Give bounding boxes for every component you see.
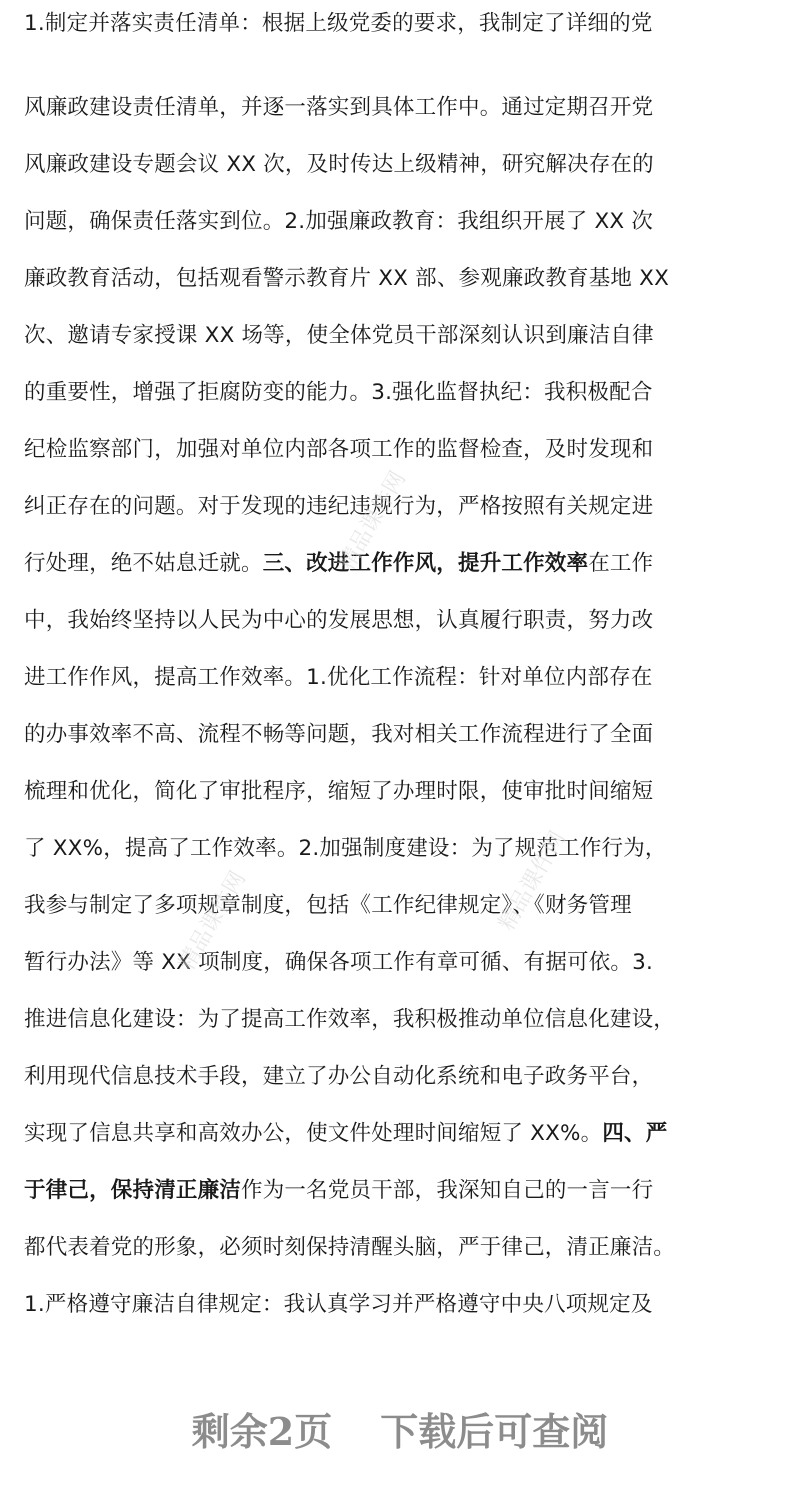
text-line xyxy=(24,1176,776,1206)
section-heading: 于律己，保持清正廉洁 xyxy=(24,1178,242,1203)
text-segment: 了 XX%，提高了工作效率。2.加强制度建设：为了规范工作行为， xyxy=(24,836,667,861)
text-segment: 利用现代信息技术手段，建立了办公自动化系统和电子政务平台， xyxy=(24,1064,654,1089)
text-segment: 廉政教育活动，包括观看警示教育片 XX 部、参观廉政教育基地 XX xyxy=(24,266,670,291)
text-line xyxy=(24,264,776,294)
remaining-pages-label: 剩余2页 xyxy=(191,1409,333,1454)
text-line xyxy=(24,891,776,921)
text-line xyxy=(24,9,776,39)
text-line xyxy=(24,93,776,123)
text-line xyxy=(24,1062,776,1092)
watermark: 精品课件网 xyxy=(334,467,411,575)
text-segment: 进工作作风，提高工作效率。1.优化工作流程：针对单位内部存在 xyxy=(24,665,653,690)
text-segment: 行处理，绝不姑息迁就。 xyxy=(24,551,263,576)
text-line xyxy=(24,834,776,864)
text-line xyxy=(24,1005,776,1035)
section-heading: 三、改进工作作风，提升工作效率 xyxy=(262,551,589,576)
text-line xyxy=(24,321,776,351)
text-segment: 1.制定并落实责任清单：根据上级党委的要求，我制定了详细的党 xyxy=(24,11,653,36)
text-segment: 我参与制定了多项规章制度，包括《工作纪律规定》、《财务管理 xyxy=(24,893,632,918)
text-segment: 作为一名党员干部，我深知自己的一言一行 xyxy=(241,1178,654,1203)
text-line xyxy=(24,378,776,408)
text-segment: 中，我始终坚持以人民为中心的发展思想，认真履行职责，努力改 xyxy=(24,608,654,633)
text-line xyxy=(24,1119,776,1149)
text-line xyxy=(24,777,776,807)
text-line xyxy=(24,663,776,693)
text-segment: 1.严格遵守廉洁自律规定：我认真学习并严格遵守中央八项规定及 xyxy=(24,1292,653,1317)
text-segment: 实现了信息共享和高效办公，使文件处理时间缩短了 XX%。 xyxy=(24,1121,603,1146)
text-segment: 纪检监察部门，加强对单位内部各项工作的监督检查，及时发现和 xyxy=(24,437,654,462)
text-line xyxy=(24,150,776,180)
text-line xyxy=(24,207,776,237)
text-segment: 暂行办法》等 XX 项制度，确保各项工作有章可循、有据可依。3. xyxy=(24,950,654,975)
section-heading: 四、严 xyxy=(602,1121,668,1146)
text-segment: 次、邀请专家授课 XX 场等，使全体党员干部深刻认识到廉洁自律 xyxy=(24,323,654,348)
watermark: 精品课件网 xyxy=(174,867,251,975)
download-hint-label: 下载后可查阅 xyxy=(380,1409,609,1454)
text-segment: 的办事效率不高、流程不畅等问题，我对相关工作流程进行了全面 xyxy=(24,722,654,747)
text-segment: 风廉政建设责任清单，并逐一落实到具体工作中。通过定期召开党 xyxy=(24,95,654,120)
text-line xyxy=(24,1233,776,1263)
text-segment: 纠正存在的问题。对于发现的违纪违规行为，严格按照有关规定进 xyxy=(24,494,654,519)
text-segment: 梳理和优化，简化了审批程序，缩短了办理时限，使审批时间缩短 xyxy=(24,779,654,804)
text-line xyxy=(24,1290,776,1320)
text-line xyxy=(24,948,776,978)
text-segment: 问题，确保责任落实到位。2.加强廉政教育：我组织开展了 XX 次 xyxy=(24,209,654,234)
text-segment: 都代表着党的形象，必须时刻保持清醒头脑，严于律己，清正廉洁。 xyxy=(24,1235,676,1260)
text-line xyxy=(24,720,776,750)
text-line xyxy=(24,606,776,636)
text-segment: 的重要性，增强了拒腐防变的能力。3.强化监督执纪：我积极配合 xyxy=(24,380,653,405)
download-prompt[interactable] xyxy=(0,1402,800,1462)
text-segment: 风廉政建设专题会议 XX 次，及时传达上级精神，研究解决存在的 xyxy=(24,152,654,177)
text-line xyxy=(24,435,776,465)
watermark: 精品课件网 xyxy=(494,827,571,935)
text-segment: 在工作 xyxy=(588,551,654,576)
text-segment: 推进信息化建设：为了提高工作效率，我积极推动单位信息化建设， xyxy=(24,1007,676,1032)
text-line xyxy=(24,549,776,579)
